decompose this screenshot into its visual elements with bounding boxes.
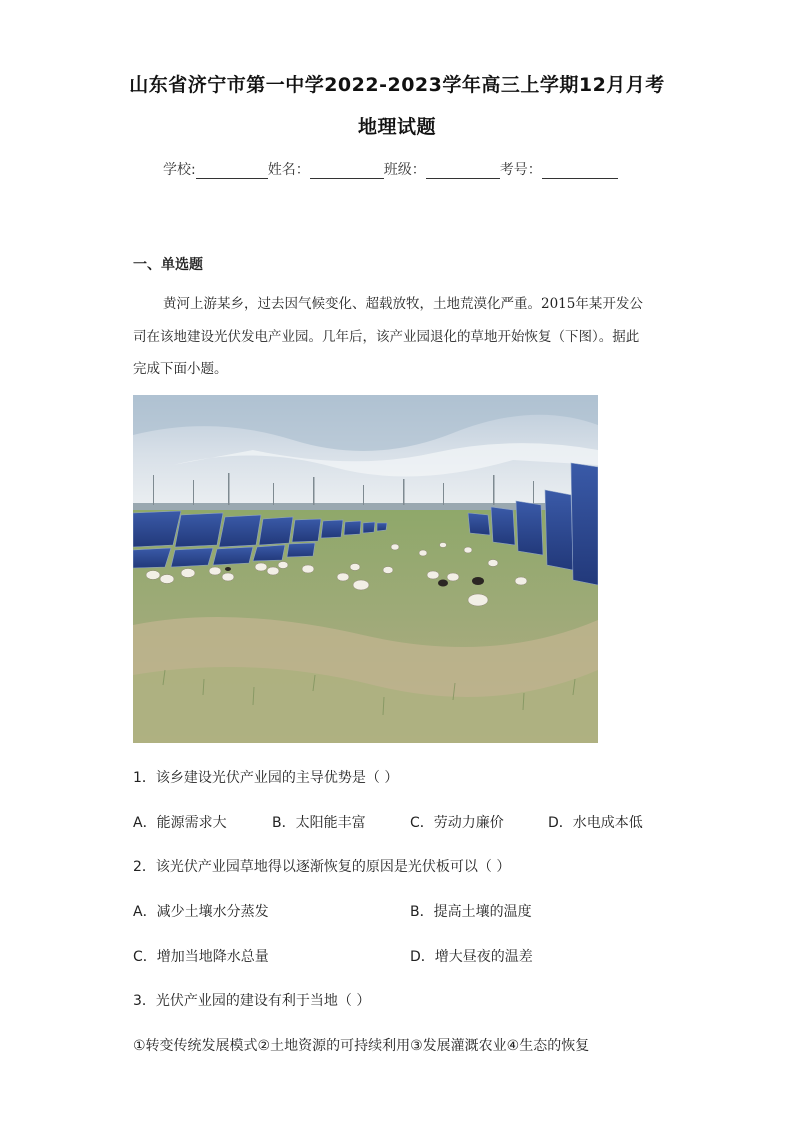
question-1-stem: 1．该乡建设光伏产业园的主导优势是（ ）	[133, 770, 399, 786]
school-blank[interactable]	[196, 163, 268, 179]
q1-option-d[interactable]: D．水电成本低	[548, 815, 643, 831]
passage-line: 完成下面小题。	[133, 361, 228, 377]
school-label: 学校:	[163, 162, 196, 178]
id-blank[interactable]	[542, 163, 618, 179]
q1-option-a[interactable]: A．能源需求大	[133, 815, 227, 831]
q2-option-a[interactable]: A．减少土壤水分蒸发	[133, 904, 269, 920]
q2-option-d[interactable]: D．增大昼夜的温差	[410, 949, 533, 965]
name-blank[interactable]	[310, 163, 384, 179]
question-3-stem: 3．光伏产业园的建设有利于当地（ ）	[133, 993, 371, 1009]
question-3-statements: ①转变传统发展模式②土地资源的可持续利用③发展灌溉农业④生态的恢复	[133, 1038, 590, 1054]
class-label: 班级：	[383, 162, 426, 178]
exam-title-line2: 地理试题	[357, 116, 436, 138]
q2-option-c[interactable]: C．增加当地降水总量	[133, 949, 269, 965]
exam-title-line1: 山东省济宁市第一中学2022-2023学年高三上学期12月月考	[129, 74, 665, 96]
id-label: 考号：	[499, 162, 542, 178]
passage-line: 黄河上游某乡，过去因气候变化、超载放牧，土地荒漠化严重。2015年某开发公	[163, 296, 643, 312]
section-title: 一、单选题	[133, 257, 203, 273]
name-label: 姓名：	[267, 162, 310, 178]
q2-option-b[interactable]: B．提高土壤的温度	[410, 904, 532, 920]
passage-line: 司在该地建设光伏发电产业园。几年后，该产业园退化的草地开始恢复（下图）。据此	[133, 329, 640, 345]
q1-option-c[interactable]: C．劳动力廉价	[410, 815, 504, 831]
q1-option-b[interactable]: B．太阳能丰富	[272, 815, 366, 831]
student-info-row	[163, 159, 618, 179]
class-blank[interactable]	[426, 163, 500, 179]
solar-farm-photo	[133, 395, 598, 743]
question-2-stem: 2．该光伏产业园草地得以逐渐恢复的原因是光伏板可以（ ）	[133, 859, 511, 875]
